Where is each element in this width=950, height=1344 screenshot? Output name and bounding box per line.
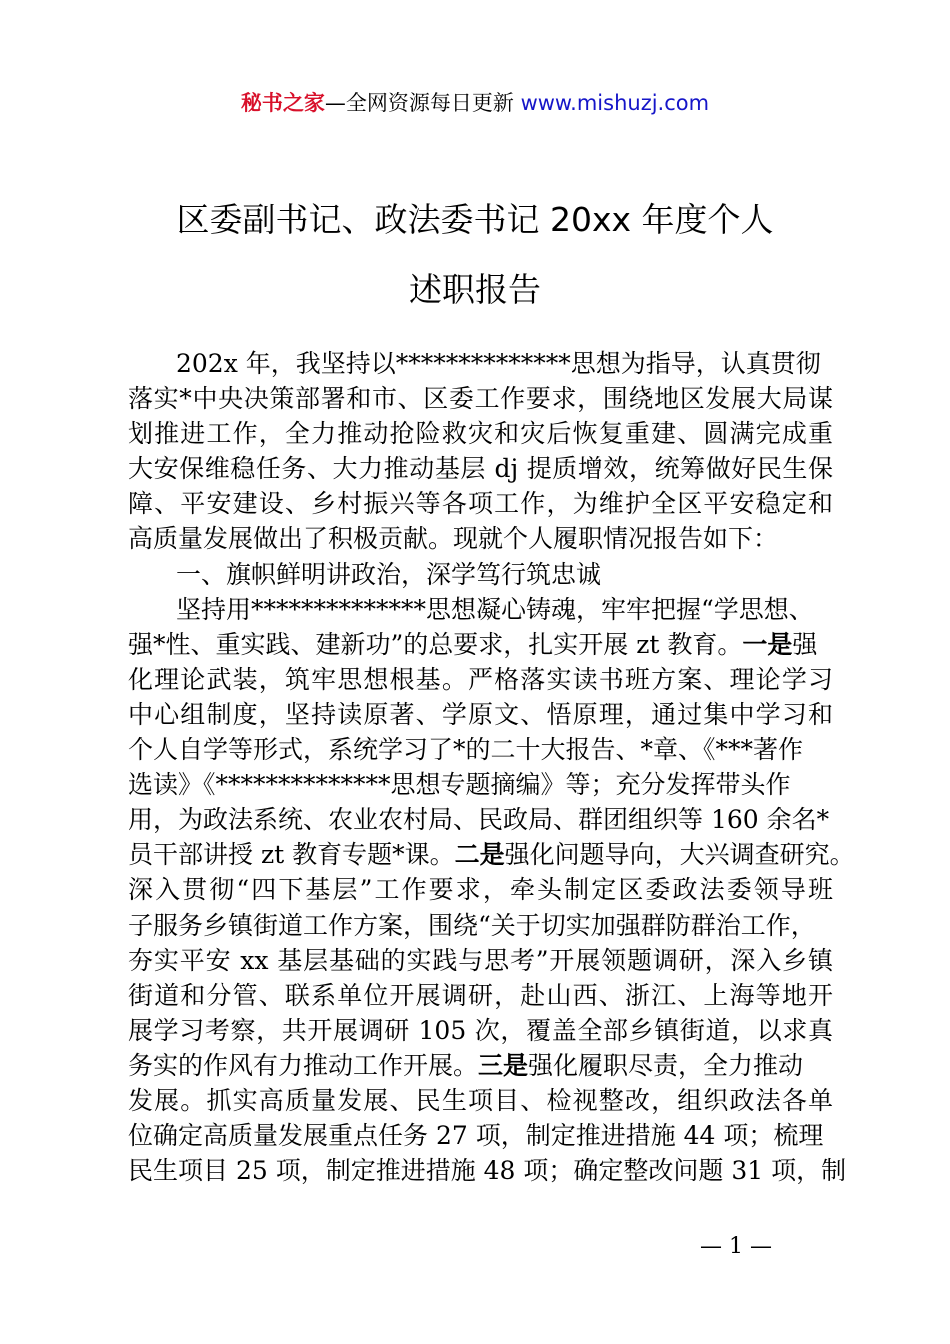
body-line: 夯实平安 xx 基层基础的实践与思考”开展领题调研，深入乡镇: [128, 945, 833, 975]
body-line: 划推进工作，全力推动抢险救灾和灾后恢复重建、圆满完成重: [128, 419, 833, 449]
title-line-2: 述职报告: [409, 270, 541, 309]
document-body: [128, 346, 855, 1188]
body-line: 子服务乡镇街道工作方案，围绕“关于切实加强群防群治工作，: [128, 910, 816, 940]
body-text: 员干部讲授 zt 教育专题*课。: [128, 840, 455, 870]
body-line: [128, 627, 833, 662]
point-marker: 二是: [454, 840, 505, 870]
body-line: 障、平安建设、乡村振兴等各项工作，为维护全区平安稳定和: [128, 489, 833, 519]
brand-name: 秘书之家: [240, 91, 325, 115]
document-title: [0, 185, 950, 325]
body-line: 选读》《**************思想专题摘编》等；充分发挥带头作: [128, 770, 791, 800]
body-text: 强化问题导向，大兴调查研究。: [504, 840, 855, 870]
body-line: 高质量发展做出了积极贡献。现就个人履职情况报告如下：: [128, 524, 779, 554]
site-header: [0, 86, 950, 120]
body-text: 务实的作风有力推动工作开展。: [128, 1050, 479, 1080]
section-heading: 一、旗帜鲜明讲政治，深学笃行筑忠诚: [176, 559, 602, 589]
body-line: 深入贯彻“四下基层”工作要求，牵头制定区委政法委领导班: [128, 875, 833, 905]
point-marker: 三是: [478, 1050, 529, 1080]
body-line: [128, 1048, 833, 1083]
page-number: — 1 —: [700, 1234, 772, 1259]
body-line: 街道和分管、联系单位开展调研，赴山西、浙江、上海等地开: [128, 980, 833, 1010]
body-text: 强: [792, 629, 818, 659]
point-marker: 一是: [742, 629, 793, 659]
body-line: 位确定高质量发展重点任务 27 项，制定推进措施 44 项；梳理: [128, 1121, 824, 1151]
body-line: 用，为政法系统、农业农村局、民政局、群团组织等 160 余名*: [128, 805, 830, 835]
body-line: 202x 年，我坚持以**************思想为指导，认真贯彻: [176, 349, 821, 378]
body-line: 大安保维稳任务、大力推动基层 dj 提质增效，统筹做好民生保: [128, 454, 833, 484]
body-text: 强*性、重实践、建新功”的总要求，扎实开展 zt 教育。: [128, 629, 743, 659]
body-line: 发展。抓实高质量发展、民生项目、检视整改，组织政法各单: [128, 1085, 833, 1115]
title-line-1: 区委副书记、政法委书记 20xx 年度个人: [176, 200, 774, 239]
body-line: 中心组制度，坚持读原著、学原文、悟原理，通过集中学习和: [128, 699, 833, 729]
site-url-link[interactable]: www.mishuzj.com: [520, 91, 710, 115]
body-line: 化理论武装，筑牢思想根基。严格落实读书班方案、理论学习: [128, 664, 833, 694]
header-tagline: —全网资源每日更新: [324, 91, 521, 115]
body-line: 落实*中央决策部署和市、区委工作要求，围绕地区发展大局谋: [128, 384, 833, 414]
body-text: 强化履职尽责，全力推动: [528, 1050, 804, 1080]
body-line: 坚持用**************思想凝心铸魂，牢牢把握“学思想、: [176, 594, 814, 624]
body-line: [128, 837, 855, 872]
body-line: 个人自学等形式，系统学习了*的二十大报告、*章、《***著作: [128, 735, 804, 765]
body-line: 民生项目 25 项，制定推进措施 48 项；确定整改问题 31 项，制: [128, 1156, 847, 1186]
body-line: 展学习考察，共开展调研 105 次，覆盖全部乡镇街道，以求真: [128, 1015, 833, 1045]
